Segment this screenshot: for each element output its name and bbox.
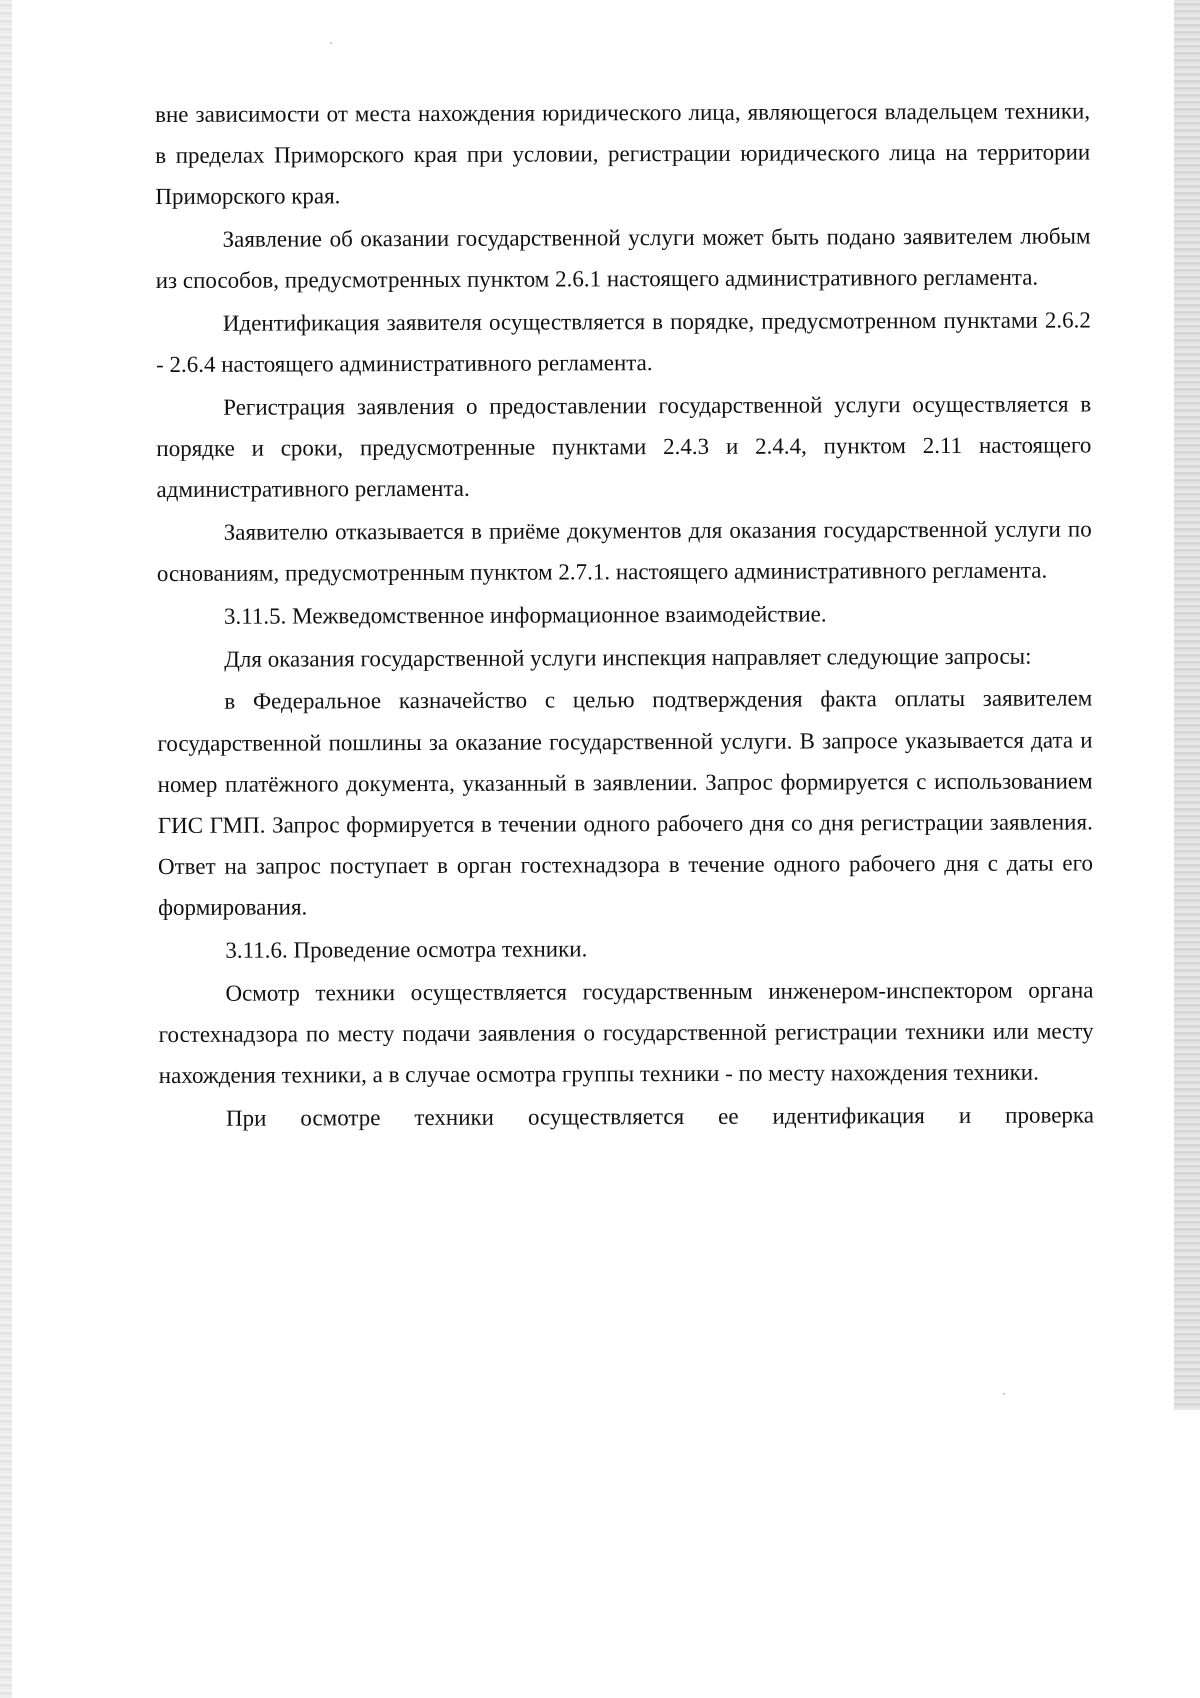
scan-speck xyxy=(1003,1393,1005,1395)
paragraph-inspection-identification: При осмотре техники осуществляется ее идентификация и проверка xyxy=(225,1102,1094,1131)
paragraph-location-continuation: вне зависимости от места нахождения юридического лица, являющегося владельцем техники, в пределах Приморского края при условии, регистрации юридического лица на территории Приморского края. xyxy=(155,98,1091,210)
paragraph-treasury-request: в Федеральное казначейство с целью подтверждения факта оплаты заявителем государственной пошлины за оказание государственной услуги. В запросе указывается дата и номер платёжного документа, указанный в заявлении. Запрос формируется с использованием ГИС ГМП. Запрос формируется в течении одного рабочего дня со дня регистрации заявления. Ответ на запрос поступает в орган гостехнадзора в течение одного рабочего дня с даты его формирования. xyxy=(157,685,1094,921)
paragraph-applicant-identification: Идентификация заявителя осуществляется в порядке, предусмотренном пунктами 2.6.2 - 2.6.4 настоящего административного регламента. xyxy=(155,307,1091,378)
scan-edge-right xyxy=(1174,0,1200,1410)
document-body xyxy=(155,90,1094,1139)
paragraph-requests-intro: Для оказания государственной услуги инспекция направляет следующие запросы: xyxy=(224,643,1032,672)
section-heading-3-11-6: 3.11.6. Проведение осмотра техники. xyxy=(225,936,588,963)
scan-speck xyxy=(330,42,332,44)
scan-edge-left xyxy=(0,0,12,1698)
paragraph-application-submission: Заявление об оказании государственной услуги может быть подано заявителем любым из способов, предусмотренных пунктом 2.6.1 настоящего административного регламента. xyxy=(155,223,1091,294)
section-heading-3-11-5: 3.11.5. Межведомственное информационное взаимодействие. xyxy=(223,601,827,629)
paragraph-application-registration: Регистрация заявления о предоставлении государственной услуги осуществляется в порядке и сроки, предусмотренные пунктами 2.4.3 и 2.4.4, пунктом 2.11 настоящего административного регламента. xyxy=(156,391,1092,503)
paragraph-refusal-grounds: Заявителю отказывается в приёме документов для оказания государственной услуги по основаниям, предусмотренным пунктом 2.7.1. настоящего административного регламента. xyxy=(156,516,1092,587)
paragraph-inspection-location: Осмотр техники осуществляется государственным инженером-инспектором органа гостехнадзора по месту подачи заявления о государственной регистрации техники или месту нахождения техники, а в случае осмотра группы техники - по месту нахождения техники. xyxy=(158,977,1094,1089)
